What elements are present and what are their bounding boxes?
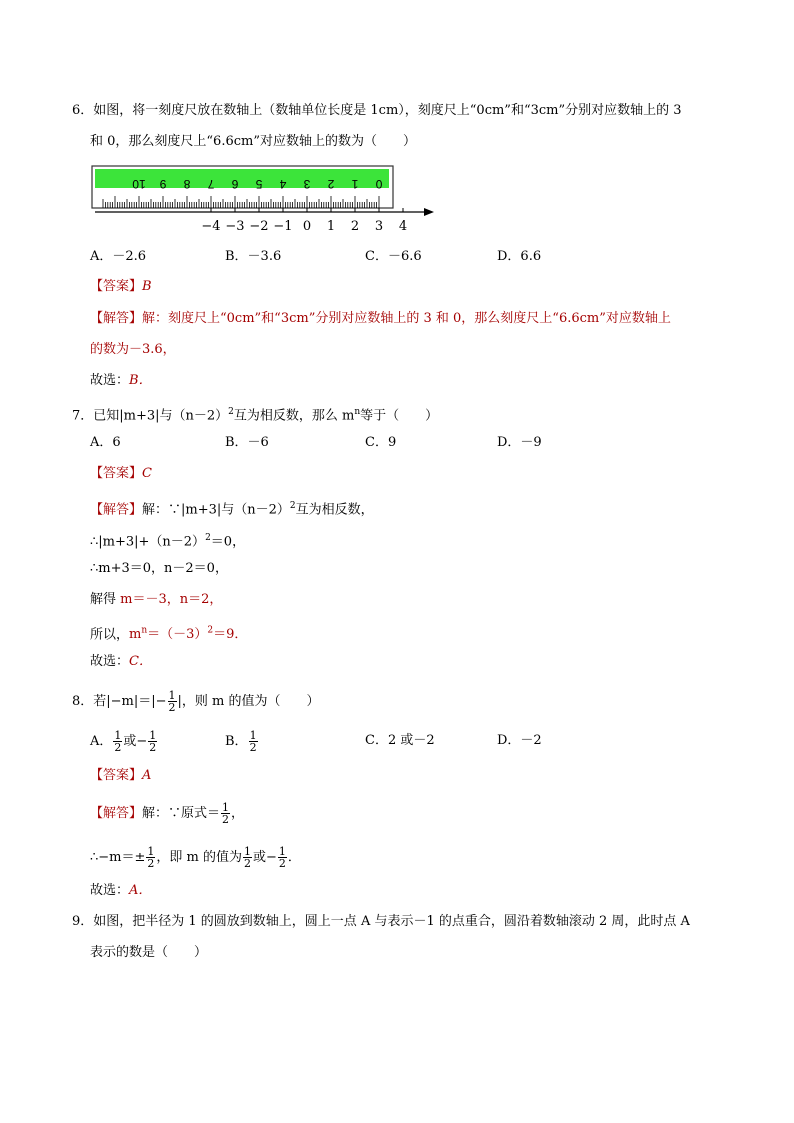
q8-step2-b: ，即 m 的值为 [156,850,242,865]
q6-option-d[interactable]: D．6.6 [497,249,542,264]
q6-analysis-line1 [90,310,671,328]
q8-answer [90,767,151,785]
q7-step2-a: ∴|m+3|+（n－2） [90,534,206,550]
choice-prefix: 故选： [90,654,130,669]
q7-answer [90,465,152,483]
q7-stem-exponent: 2 [228,407,234,417]
q7-step2-exp: 2 [205,533,211,543]
q7-option-b[interactable]: B．－6 [225,435,269,450]
answer-tag: 【答案】 [90,466,143,481]
q8-option-a-mid: 或− [123,734,148,749]
ruler-label: 5 [255,177,263,191]
q7-step2-b: ＝0， [210,534,246,550]
answer-value: C [142,466,152,481]
fraction-one-half [148,730,157,753]
frac-num: 1 [168,689,176,702]
q8-step1-a: 解：∵原式＝ [142,806,221,821]
analysis-tag: 【解答】 [90,806,143,821]
ruler-label: 3 [303,177,311,191]
fraction-one-half [113,730,122,753]
axis-label: −1 [273,219,293,234]
q6-choice [90,372,152,390]
frac-den: 2 [249,741,257,754]
frac-den: 2 [149,741,157,754]
q7-stem-part-b: 互为相反数，那么 m [233,408,355,424]
analysis-text: 解：刻度尺上“0cm”和“3cm”分别对应数轴上的 3 和 0，那么刻度尺上“6.6cm”对应数轴上 [142,311,671,326]
frac-den: 2 [168,701,176,714]
q8-step1-b: ， [231,806,245,821]
frac-num: 1 [249,729,257,742]
q7-stem-part-c: 等于（ ） [360,408,439,424]
axis-label: −4 [201,219,221,234]
answer-value: A [142,768,152,783]
q7-step5-expr [129,627,247,642]
q7-choice [90,653,152,671]
frac-num: 1 [149,729,157,742]
analysis-tag: 【解答】 [90,502,143,518]
ruler-label: 4 [279,177,287,191]
fraction-one-half [243,846,252,869]
answer-tag: 【答案】 [90,768,143,783]
q8-step2-a: ∴−m＝± [90,850,146,865]
choice-value: A． [129,883,152,898]
frac-den: 2 [114,741,122,754]
axis-arrow [424,208,434,216]
frac-num: 1 [243,845,251,858]
q8-option-c[interactable]: C．2 或－2 [365,733,435,748]
q8-stem-b: |，则 m 的值为（ ） [177,694,320,709]
frac-num: 1 [222,801,230,814]
q7-analysis-step2 [90,529,245,551]
q8-option-a[interactable] [90,730,158,753]
axis-label: 1 [326,219,336,234]
choice-value: B． [129,373,152,388]
fraction-one-half [278,846,287,869]
q7-analysis-step4 [90,591,222,609]
ruler-label: 9 [159,177,167,191]
q9-stem-line2: 表示的数是（ ） [90,945,208,960]
q7-step1-exp: 2 [289,501,296,511]
frac-num: 1 [114,729,122,742]
q7-step5-b: ＝（－3） [147,627,208,643]
q7-analysis-step1 [90,497,374,519]
axis-label: −3 [225,219,245,234]
fraction-one-half [168,690,177,713]
q7-option-c[interactable]: C．9 [365,435,397,450]
q7-step1-b: 互为相反数， [295,502,374,518]
q8-step2-c: 或− [252,850,277,865]
answer-tag: 【答案】 [90,279,143,294]
q7-step4-prefix: 解得 [90,592,121,607]
fraction-one-half [146,846,155,869]
q8-choice [90,882,151,900]
q8-option-b-prefix: B． [225,734,248,749]
axis-labels [201,219,407,234]
ruler-label: 8 [183,177,191,191]
q6-stem-line1: 6．如图，将一刻度尺放在数轴上（数轴单位长度是 1cm），刻度尺上“0cm”和“3cm”分别对应数轴上的 3 [72,103,682,118]
ruler-label: 2 [327,177,335,191]
q6-stem-line2: 和 0，那么刻度尺上“6.6cm”对应数轴上的数为（ ） [90,134,416,149]
q7-option-d[interactable]: D．－9 [497,435,542,450]
q8-stem [72,690,320,713]
q6-option-a[interactable]: A．－2.6 [90,249,147,264]
q7-analysis-step5 [90,622,247,644]
frac-den: 2 [147,857,155,870]
axis-label: −2 [249,219,269,234]
ruler-label: 10 [132,177,146,191]
ruler-label: 6 [231,177,239,191]
axis-label: 0 [302,219,312,234]
q7-step5-exp-n: n [141,626,148,636]
fraction-one-half [221,802,230,825]
q7-stem-part-a: 7．已知|m+3|与（n－2） [72,408,229,424]
ruler-label: 1 [351,177,359,191]
q8-option-a-prefix: A． [90,734,113,749]
q7-option-a[interactable]: A．6 [90,435,121,450]
q8-analysis-step2 [90,846,301,869]
choice-prefix: 故选： [90,883,130,898]
q8-option-b[interactable] [225,730,259,753]
q7-step5-a: m [129,627,142,643]
choice-value: C． [129,654,152,669]
q9-stem-line1: 9．如图，把半径为 1 的圆放到数轴上，圆上一点 A 与表示－1 的点重合，圆沿着数轴滚动 2 周，此时点 A [72,914,690,929]
q7-step5-prefix: 所以， [90,627,130,643]
ruler-label: 0 [375,177,383,191]
q8-stem-a: 8．若|−m|＝|− [72,694,167,709]
fraction-one-half [249,730,258,753]
q6-analysis-line2: 的数为－3.6， [90,342,176,357]
q8-option-d[interactable]: D．－2 [497,733,542,748]
q7-analysis-step3: ∴m+3＝0，n－2＝0， [90,561,228,576]
ruler-label: 7 [207,177,215,191]
q6-option-c[interactable]: C．－6.6 [365,249,422,264]
choice-prefix: 故选： [90,373,130,388]
ruler-number-line-figure [90,164,440,236]
q7-step4-value: m＝－3，n＝2， [120,592,223,607]
q8-step2-d: ． [287,850,301,865]
axis-label: 3 [374,219,384,234]
q6-answer [90,278,152,296]
frac-num: 1 [278,845,286,858]
q6-option-b[interactable]: B．－3.6 [225,249,282,264]
q7-stem-exponent-n: n [354,407,361,417]
analysis-tag: 【解答】 [90,311,143,326]
frac-den: 2 [243,857,251,870]
axis-ticks [211,208,403,212]
frac-num: 1 [147,845,155,858]
answer-value: B [142,279,152,294]
frac-den: 2 [222,813,230,826]
q7-step1-a: 解：∵|m+3|与（n－2） [142,502,290,518]
frac-den: 2 [278,857,286,870]
q7-step5-c: ＝9． [213,627,248,643]
axis-label: 4 [398,219,408,234]
q7-step5-exp-2: 2 [207,626,214,636]
axis-label: 2 [350,219,360,234]
q7-stem [72,403,438,425]
q8-analysis-step1 [90,802,244,825]
